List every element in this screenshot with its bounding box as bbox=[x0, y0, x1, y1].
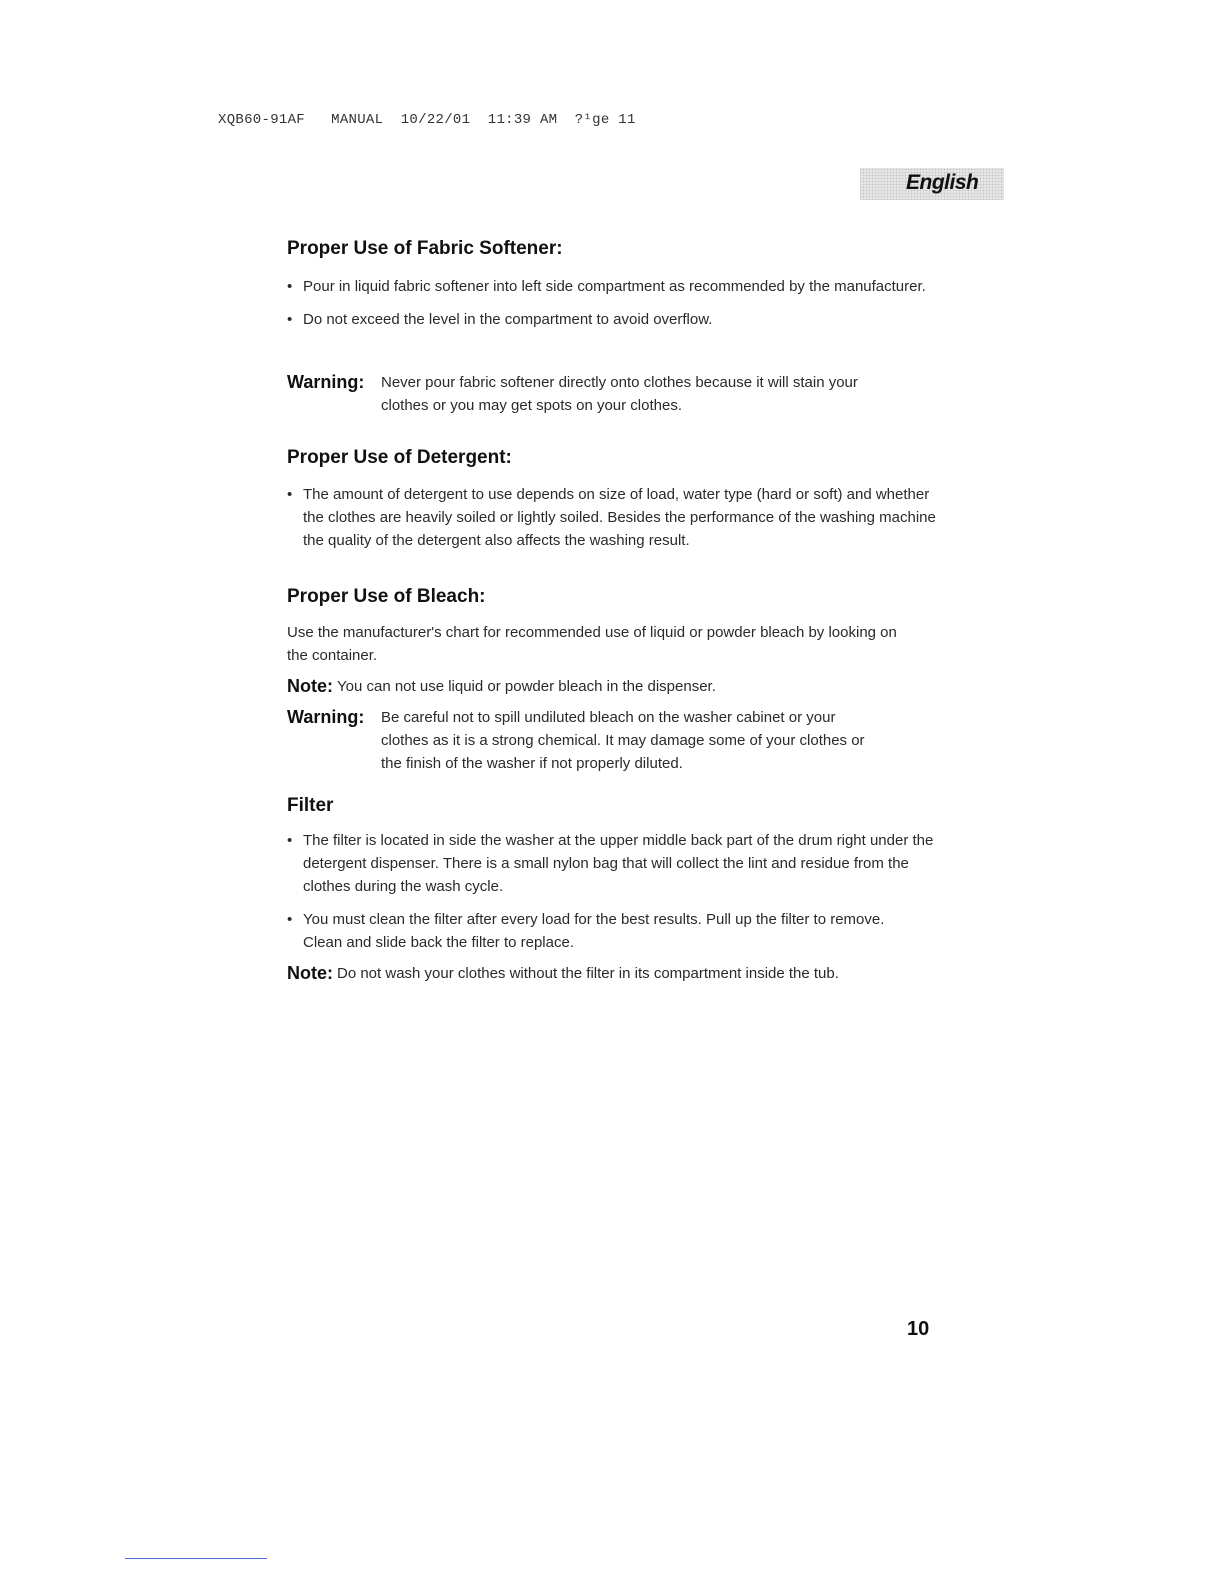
list-item: • Do not exceed the level in the compartment to avoid overflow. bbox=[287, 308, 947, 331]
language-tab bbox=[860, 168, 1004, 200]
language-tab-label: English bbox=[906, 171, 979, 194]
note-callout bbox=[287, 675, 947, 698]
warning-callout bbox=[287, 706, 887, 775]
section-title: Proper Use of Fabric Softener: bbox=[287, 238, 563, 259]
warning-text: Never pour fabric softener directly onto clothes because it will stain your clothes or you may get spots on your clothes. bbox=[381, 374, 858, 414]
bleach-paragraph: Use the manufacturer's chart for recommended use of liquid or powder bleach by looking on the container. bbox=[287, 624, 897, 664]
warning-label: Warning: bbox=[287, 372, 365, 392]
section-filter bbox=[287, 795, 947, 985]
bullet-list bbox=[287, 829, 947, 954]
section-fabric-softener bbox=[287, 238, 947, 417]
footer-rule bbox=[125, 1558, 267, 1559]
warning-callout bbox=[287, 371, 907, 417]
note-text: You can not use liquid or powder bleach in the dispenser. bbox=[337, 678, 716, 695]
section-bleach bbox=[287, 586, 947, 775]
list-item: • The amount of detergent to use depends on size of load, water type (hard or soft) and whether the clothes are heavily soiled or lightly soiled. Besides the performance of the washing machine the quality of the detergent also affects the washing result. bbox=[287, 483, 945, 552]
note-label: Note: bbox=[287, 676, 333, 696]
section-title: Proper Use of Detergent: bbox=[287, 447, 512, 468]
manual-content bbox=[287, 238, 947, 985]
section-title: Proper Use of Bleach: bbox=[287, 586, 486, 607]
note-text: Do not wash your clothes without the filter in its compartment inside the tub. bbox=[337, 965, 839, 982]
warning-label: Warning: bbox=[287, 707, 365, 727]
print-header: XQB60-91AF MANUAL 10/22/01 11:39 AM ?¹ge 11 bbox=[218, 112, 636, 128]
warning-text: Be careful not to spill undiluted bleach on the washer cabinet or your clothes as it is a strong chemical. It may damage some of your clothes or the finish of the washer if not properly diluted. bbox=[381, 709, 865, 772]
page-number: 10 bbox=[907, 1318, 930, 1340]
section-title: Filter bbox=[287, 795, 334, 816]
bullet-list bbox=[287, 483, 947, 552]
list-item: • You must clean the filter after every load for the best results. Pull up the filter to remove. Clean and slide back the filter to replace. bbox=[287, 908, 923, 954]
list-item: • Pour in liquid fabric softener into left side compartment as recommended by the manufacturer. bbox=[287, 275, 933, 298]
note-callout bbox=[287, 962, 947, 985]
bullet-list bbox=[287, 275, 947, 331]
list-item: • The filter is located in side the washer at the upper middle back part of the drum right under the detergent dispenser. There is a small nylon bag that will collect the lint and residue from the clothes during the wash cycle. bbox=[287, 829, 945, 898]
note-label: Note: bbox=[287, 963, 333, 983]
section-detergent bbox=[287, 447, 947, 552]
